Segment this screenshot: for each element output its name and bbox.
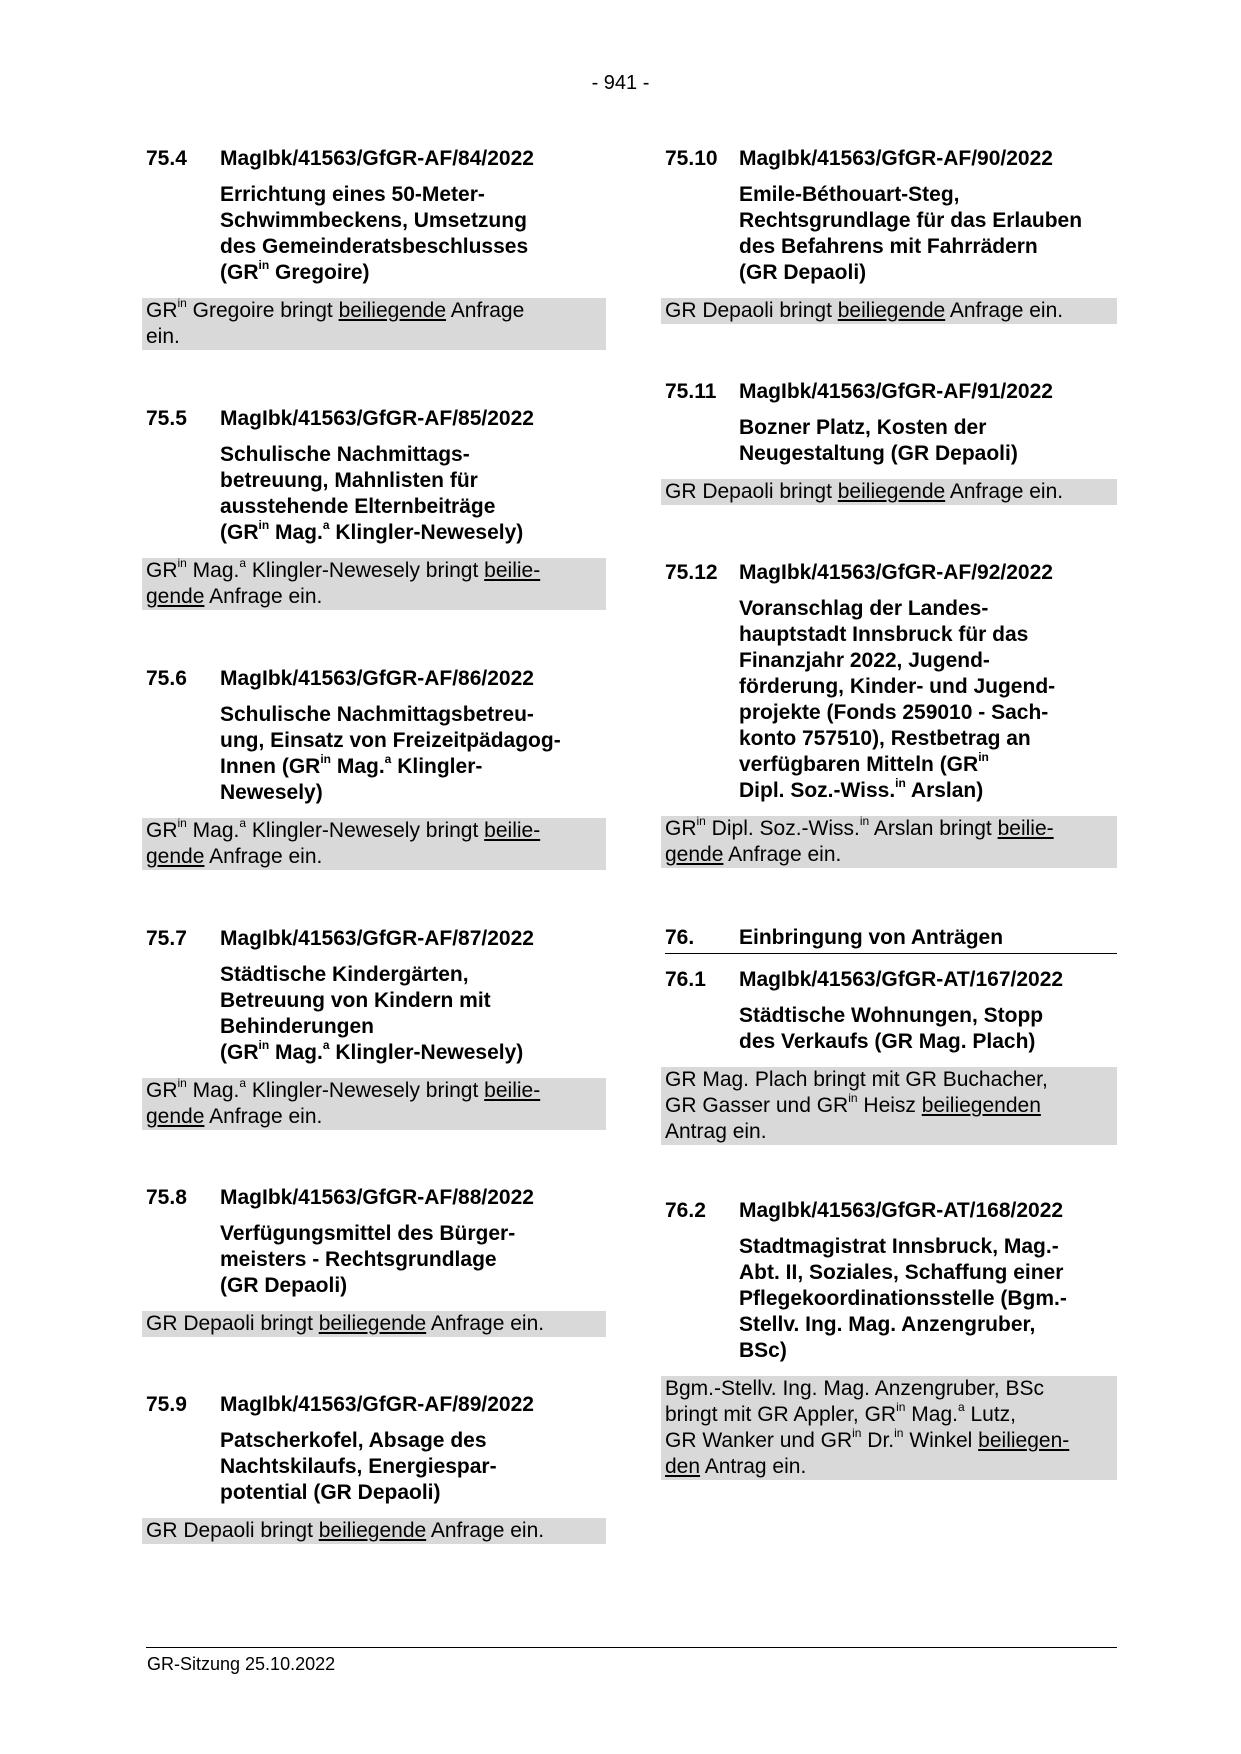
agenda-item: [665, 1198, 1117, 1480]
item-statement-box: GR Depaoli bringt beiliegende Anfrage ein.: [142, 1518, 606, 1544]
item-number: 76.2: [665, 1199, 706, 1222]
item-reference: MagIbk/41563/GfGR-AF/90/2022: [739, 147, 1053, 170]
agenda-item: [146, 406, 606, 610]
item-reference: MagIbk/41563/GfGR-AF/89/2022: [220, 1393, 534, 1416]
agenda-item: [146, 146, 606, 350]
item-title: Verfügungsmittel des Bürger- meisters - Rechtsgrundlage (GR Depaoli): [220, 1222, 516, 1297]
item-number: 75.11: [665, 380, 717, 403]
item-heading: [146, 406, 606, 432]
item-reference: MagIbk/41563/GfGR-AF/92/2022: [739, 561, 1053, 584]
item-reference: MagIbk/41563/GfGR-AF/86/2022: [220, 667, 534, 690]
item-title: Schulische Nachmittagsbetreu- ung, Einsatz von Freizeitpädagog- Innen ($GR^{in}$ Mag.$^a$ Klingler- Newesely): [220, 703, 561, 804]
item-heading: [665, 146, 1117, 172]
item-statement-box: GR Depaoli bringt beiliegende Anfrage ein.: [661, 479, 1117, 505]
item-number: 75.12: [665, 561, 718, 584]
agenda-item: [146, 666, 606, 870]
item-heading: [146, 926, 606, 952]
item-reference: MagIbk/41563/GfGR-AF/91/2022: [739, 380, 1053, 403]
item-reference: MagIbk/41563/GfGR-AT/167/2022: [739, 968, 1064, 991]
item-number: 75.9: [146, 1393, 187, 1416]
item-heading: [146, 1185, 606, 1211]
item-statement-box: GR Depaoli bringt beiliegende Anfrage ein.: [142, 1311, 606, 1337]
item-title: Voranschlag der Landes- hauptstadt Innsbruck für das Finanzjahr 2022, Jugend- förderung, Kinder- und Jugend- projekte (Fonds 259010 - Sach- konto 757510), Restbetrag an verfügbaren Mitteln ($GR^{in}$ Dipl. Soz.-Wiss.$^{in}$ Arslan): [739, 597, 1056, 802]
item-reference: MagIbk/41563/GfGR-AF/85/2022: [220, 407, 534, 430]
item-statement-box: $GR^{in}$ Mag.$^a$ Klingler-Newesely bringt beilie- gende Anfrage ein.: [142, 558, 606, 610]
section-number: 76.: [665, 926, 695, 949]
footer-text: GR-Sitzung 25.10.2022: [147, 1654, 336, 1674]
item-statement-box: $GR^{in}$ Mag.$^a$ Klingler-Newesely bringt beilie- gende Anfrage ein.: [142, 1078, 606, 1130]
item-title: Städtische Kindergärten, Betreuung von Kindern mit Behinderungen ($GR^{in}$ Mag.$^a$ Klingler-Newesely): [220, 963, 524, 1064]
section-title: Einbringung von Anträgen: [739, 926, 1004, 949]
footer-divider: [146, 1647, 1117, 1648]
item-heading: [665, 1198, 1117, 1224]
item-statement-box: GR Depaoli bringt beiliegende Anfrage ein.: [661, 298, 1117, 324]
item-number: 75.5: [146, 407, 187, 430]
agenda-item: [146, 1392, 606, 1544]
item-title: Patscherkofel, Absage des Nachtskilaufs, Energiespar- potential (GR Depaoli): [220, 1429, 497, 1504]
item-statement-box: $GR^{in}$ Dipl. Soz.-Wiss.$^{in}$ Arslan bringt beilie- gende Anfrage ein.: [661, 816, 1117, 868]
agenda-item: [665, 967, 1117, 1145]
item-number: 75.8: [146, 1186, 187, 1209]
item-title: Städtische Wohnungen, Stopp des Verkaufs (GR Mag. Plach): [739, 1004, 1044, 1053]
item-heading: [146, 146, 606, 172]
item-heading: [146, 666, 606, 692]
item-heading: [146, 1392, 606, 1418]
item-title: Schulische Nachmittags- betreuung, Mahnlisten für ausstehende Elternbeiträge ($GR^{in}$ Mag.$^a$ Klingler-Newesely): [220, 443, 524, 544]
item-number: 76.1: [665, 968, 706, 991]
item-statement-box: $GR^{in}$ Mag.$^a$ Klingler-Newesely bringt beilie- gende Anfrage ein.: [142, 818, 606, 870]
agenda-item: [146, 926, 606, 1130]
item-reference: MagIbk/41563/GfGR-AF/84/2022: [220, 147, 534, 170]
agenda-item: [146, 1185, 606, 1337]
item-number: 75.10: [665, 147, 718, 170]
item-number: 75.6: [146, 667, 187, 690]
section-heading-76: [665, 925, 1117, 954]
item-title: Emile-Béthouart-Steg, Rechtsgrundlage für das Erlauben des Befahrens mit Fahrrädern (GR Depaoli): [739, 183, 1083, 284]
item-reference: MagIbk/41563/GfGR-AF/87/2022: [220, 927, 534, 950]
item-heading: [665, 967, 1117, 993]
agenda-item: [665, 560, 1117, 868]
item-number: 75.7: [146, 927, 187, 950]
item-reference: MagIbk/41563/GfGR-AF/88/2022: [220, 1186, 534, 1209]
item-title: Errichtung eines 50-Meter- Schwimmbeckens, Umsetzung des Gemeinderatsbeschlusses ($GR^{in}$ Gregoire): [220, 183, 529, 284]
agenda-item: [665, 146, 1117, 324]
item-reference: MagIbk/41563/GfGR-AT/168/2022: [739, 1199, 1064, 1222]
item-heading: [665, 560, 1117, 586]
agenda-item: [665, 379, 1117, 505]
item-number: 75.4: [146, 147, 187, 170]
item-statement-box: $GR^{in}$ Gregoire bringt beiliegende Anfrage ein.: [142, 298, 606, 350]
item-title: Stadtmagistrat Innsbruck, Mag.- Abt. II, Soziales, Schaffung einer Pflegekoordinationsstelle (Bgm.- Stellv. Ing. Mag. Anzengruber, BSc): [739, 1235, 1067, 1362]
item-statement-box: GR Mag. Plach bringt mit GR Buchacher, GR Gasser und $GR^{in}$ Heisz beiliegenden Antrag ein.: [661, 1067, 1117, 1145]
item-heading: [665, 379, 1117, 405]
page-number: - 941 -: [591, 72, 650, 94]
item-statement-box: Bgm.-Stellv. Ing. Mag. Anzengruber, BSc bringt mit GR Appler, $GR^{in}$ Mag.$^a$ Lutz, GR Wanker und $GR^{in}$ Dr.$^{in}$ Winkel beiliegen- den Antrag ein.: [661, 1376, 1117, 1480]
item-title: Bozner Platz, Kosten der Neugestaltung (GR Depaoli): [739, 416, 1018, 465]
